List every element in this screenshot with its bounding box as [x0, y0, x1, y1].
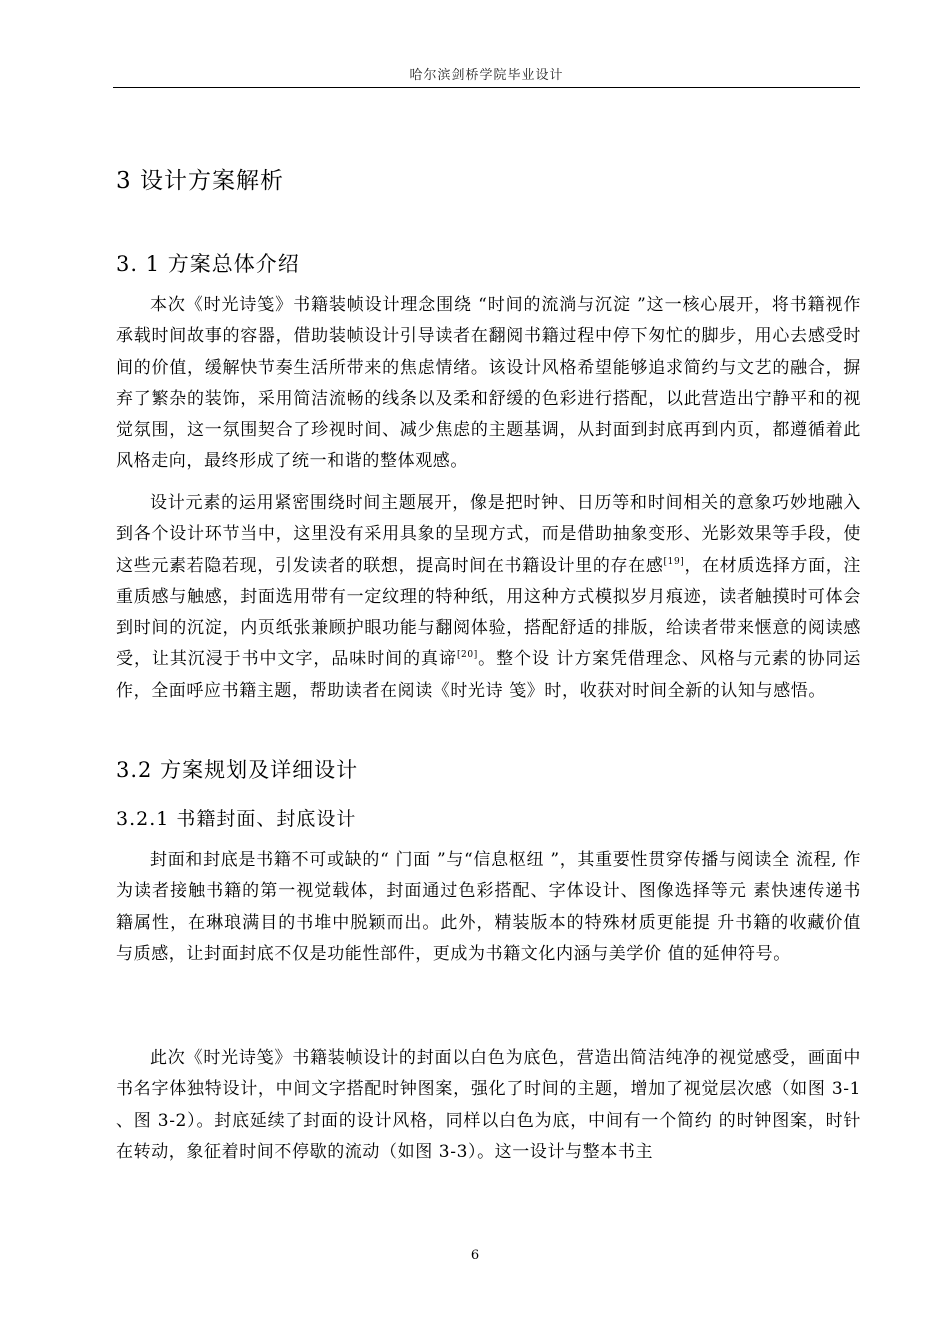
paragraph-design-concept: 本次《时光诗笺》书籍装帧设计理念围绕 “时间的流淌与沉淀 ”这一核心展开，将书籍视作承载时间故事的容器，借助装帧设计引导读者在翻阅书籍过程中停下匆忙的脚步，用心去感受时间的价值，缓解快节奏生活所带来的焦虑情绪。该设计风格希望能够追求简约与文艺的融合，摒弃了繁杂的装饰，采用简洁流畅的线条以及柔和舒缓的色彩进行搭配，以此营造出宁静平和的视觉氛围，这一氛围契合了珍视时间、减少焦虑的主题基调，从封面到封底再到内页，都遵循着此风格走向，最终形成了统一和谐的整体观感。: [116, 295, 861, 472]
paragraph-cover-design: 此次《时光诗笺》书籍装帧设计的封面以白色为底色，营造出简洁纯净的视觉感受，画面中书名字体独特设计，中间文字搭配时钟图案，强化了时间的主题，增加了视觉层次感（如图 3-1 、图 3-2）。封底延续了封面的设计风格，同样以白色为底，中间有一个简约 的时钟图案，时针在转动，象征着时间不停歇的流动（如图 3-3）。这一设计与整本书主: [116, 1048, 861, 1162]
page-header: 哈尔滨剑桥学院毕业设计: [409, 68, 564, 83]
citation-ref: [19]: [663, 556, 685, 567]
page-number: 6: [470, 1248, 480, 1263]
paragraph-text-part: ，在材质选择方面，注重质感与触感，封面选用带有一定纹理的特种纸，用这种方式模拟岁月痕迹，读者触摸时可体会到时间的沉淀，内页纸张兼顾护眼功能与翻阅体验，搭配舒适的排版，给读者带来惬意的阅读感受，让其沉浸于书中文字，品味时间的真谛: [116, 555, 862, 670]
subsection-title: 3.2 方案规划及详细设计: [116, 758, 359, 782]
paragraph-text-part: 设计元素的运用紧密围绕时间主题展开，像是把时钟、日历等和时间相关的意象巧妙地融入到各个设计环节当中，这里没有采用具象的呈现方式，而是借助抽象变形、光影效果等手段，使这些元素若隐若现，引发读者的联想，提高时间在书籍设计里的存在感: [116, 493, 861, 576]
header-divider: [113, 87, 860, 88]
paragraph-cover-importance: 封面和封底是书籍不可或缺的“ 门面 ”与“信息枢纽 ”，其重要性贯穿传播与阅读全 流程, 作为读者接触书籍的第一视觉载体，封面通过色彩搭配、字体设计、图像选择等元 素快速传递书籍属性，在琳琅满目的书堆中脱颖而出。此外，精装版本的特殊材质更能提 升书籍的收藏价值与质感，让封面封底不仅是功能性部件，更成为书籍文化内涵与美学价 值的延伸符号。: [116, 850, 861, 964]
section-title: 3 设计方案解析: [116, 168, 284, 194]
citation-ref: [20]: [456, 650, 478, 661]
paragraph-text-part: 。整个设 计方案凭借理念、风格与元素的协同运作，全面呼应书籍主题，帮助读者在阅读《时光诗 笺》时，收获对时间全新的认知与感悟。: [116, 649, 861, 701]
subsubsection-title: 3.2.1 书籍封面、封底设计: [116, 808, 357, 830]
subsection-title: 3. 1 方案总体介绍: [116, 252, 300, 276]
paragraph-design-elements: [116, 488, 861, 707]
